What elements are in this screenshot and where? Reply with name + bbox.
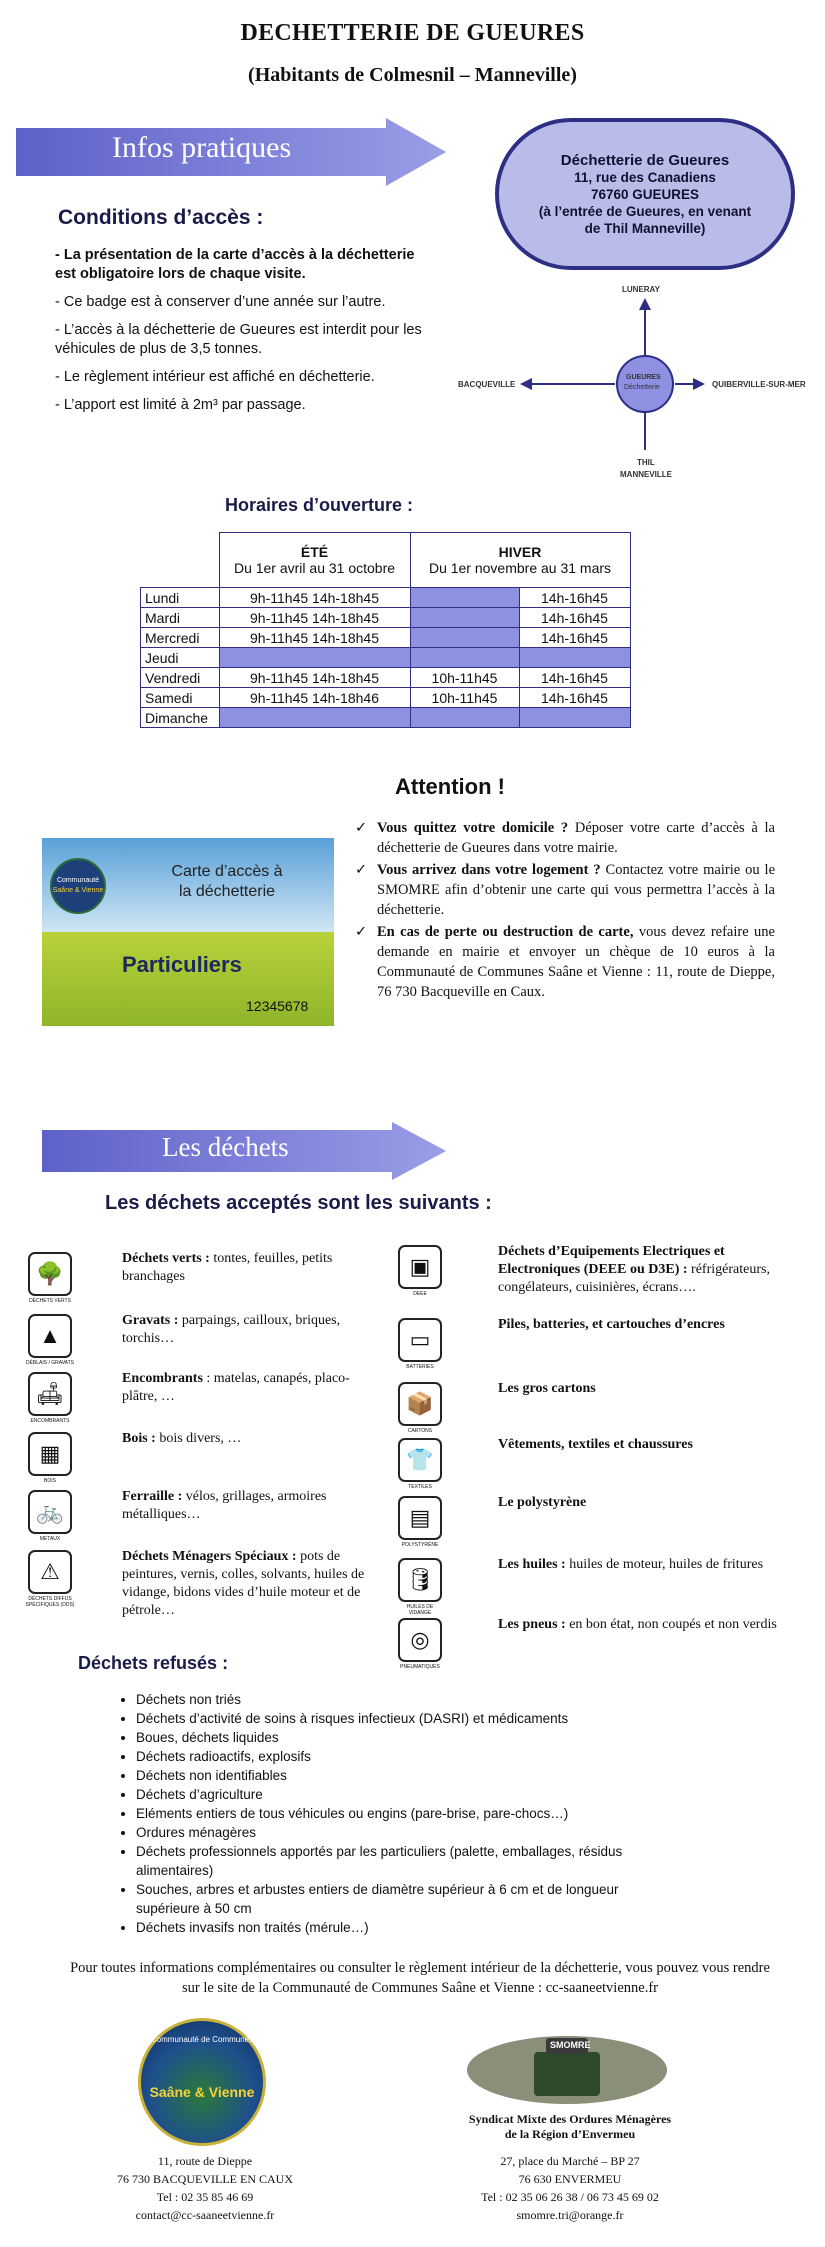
icon-caption: DÉBLAIS / GRAVATS bbox=[25, 1360, 75, 1366]
icon-caption: BOIS bbox=[44, 1478, 56, 1484]
waste-desc: pots de peintures, vernis, colles, solvants, huiles de vidange, bidons vides d’huile moteur et de pétrole… bbox=[122, 1549, 365, 1618]
smomre-email[interactable]: smomre.tri@orange.fr bbox=[516, 2208, 624, 2222]
waste-name: Vêtements, textiles et chaussures bbox=[498, 1437, 693, 1452]
waste-desc: vélos, grillages, armoires métalliques… bbox=[122, 1489, 327, 1522]
summer-cell: 9h-11h45 14h-18h45 bbox=[219, 668, 410, 688]
waste-desc: tontes, feuilles, petits branchages bbox=[122, 1251, 333, 1284]
winter-header bbox=[410, 533, 630, 588]
map-label-center: Déchetterie bbox=[624, 384, 660, 391]
address-line: (à l’entrée de Gueures, en venant bbox=[538, 204, 752, 219]
map-label-west: BACQUEVILLE bbox=[458, 380, 516, 389]
hours-table-wrap bbox=[140, 532, 631, 728]
refused-list bbox=[118, 1690, 678, 1937]
bicycle-icon: 🚲 bbox=[28, 1490, 72, 1534]
smomre-phone: Tel : 02 35 06 26 38 / 06 73 45 69 02 bbox=[481, 2190, 659, 2204]
hours-row bbox=[141, 668, 631, 688]
refused-item: • Déchets d’activité de soins à risques infectieux (DASRI) et médicaments bbox=[136, 1709, 678, 1728]
attention-text: vous devez refaire une demande en mairie et envoyer un chèque de 10 euros à la Communauté de Communes Saâne et Vienne : 11, route de Dieppe, 76 730 Bacqueville en Caux. bbox=[377, 924, 775, 1000]
check-icon: ✓ bbox=[355, 924, 368, 940]
hours-row bbox=[141, 648, 631, 668]
cc-logo bbox=[138, 2018, 266, 2146]
cc-address: 76 730 BACQUEVILLE EN CAUX bbox=[117, 2172, 293, 2186]
attention-list bbox=[355, 818, 775, 1004]
address-line: 11, rue des Canadiens bbox=[574, 170, 716, 185]
summer-cell: 9h-11h45 14h-18h45 bbox=[219, 608, 410, 628]
winter-range: Du 1er novembre au 31 mars bbox=[428, 560, 612, 576]
winter-am-cell bbox=[410, 588, 519, 608]
icon-caption: HUILES DE VIDANGE bbox=[406, 1604, 434, 1616]
winter-pm-cell: 14h-16h45 bbox=[519, 588, 630, 608]
waste-item bbox=[122, 1370, 377, 1406]
refused-item: • Déchets non triés bbox=[136, 1690, 678, 1709]
hours-table bbox=[140, 532, 631, 728]
refused-item: • Boues, déchets liquides bbox=[136, 1728, 678, 1747]
waste-name: Piles, batteries, et cartouches d’encres bbox=[498, 1317, 725, 1332]
cc-logo-text: Communauté de Communes bbox=[150, 2035, 254, 2044]
map-label-south: THIL bbox=[637, 458, 655, 467]
card-title bbox=[142, 862, 312, 902]
map-label-center: GUEURES bbox=[626, 374, 661, 381]
page-title: DECHETTERIE DE GUEURES bbox=[240, 20, 585, 46]
waste-item bbox=[498, 1556, 793, 1574]
card-number: 12345678 bbox=[246, 998, 309, 1014]
card-title-line: la déchetterie bbox=[178, 883, 276, 900]
card-category: Particuliers bbox=[122, 952, 242, 977]
card-logo-text: Communauté bbox=[56, 877, 100, 884]
hours-row bbox=[141, 628, 631, 648]
icon-caption: TEXTILES bbox=[408, 1484, 432, 1490]
cardboard-icon: 📦 bbox=[398, 1382, 442, 1426]
cc-email[interactable]: contact@cc-saaneetvienne.fr bbox=[135, 2208, 275, 2222]
summer-range: Du 1er avril au 31 octobre bbox=[233, 560, 396, 576]
condition-item: - L’accès à la déchetterie de Gueures est interdit pour les véhicules de plus de 3,5 tonnes. bbox=[55, 322, 422, 357]
winter-pm-cell: 14h-16h45 bbox=[519, 608, 630, 628]
cc-logo-text: Saâne & Vienne bbox=[149, 2084, 255, 2100]
refused-item: • Déchets invasifs non traités (mérule…) bbox=[136, 1918, 678, 1937]
battery-icon: ▭ bbox=[398, 1318, 442, 1362]
waste-name: Le polystyrène bbox=[498, 1495, 587, 1510]
oil-icon: 🛢 bbox=[398, 1558, 442, 1602]
winter-pm-cell: 14h-16h45 bbox=[519, 688, 630, 708]
day-cell: Dimanche bbox=[141, 708, 220, 728]
waste-item bbox=[122, 1250, 377, 1286]
condition-item: - Le règlement intérieur est affiché en déchetterie. bbox=[55, 369, 375, 385]
map-label-north: LUNERAY bbox=[622, 285, 660, 294]
hours-row bbox=[141, 708, 631, 728]
waste-item bbox=[498, 1243, 793, 1297]
hours-row bbox=[141, 608, 631, 628]
address-line: Déchetterie de Gueures bbox=[560, 152, 730, 169]
cc-contact bbox=[90, 2152, 320, 2224]
location-map bbox=[458, 280, 810, 490]
icon-caption: POLYSTYRÈNE bbox=[401, 1542, 439, 1548]
accepted-title: Les déchets acceptés sont les suivants : bbox=[105, 1192, 492, 1214]
summer-header bbox=[219, 533, 410, 588]
winter-pm-cell: 14h-16h45 bbox=[519, 628, 630, 648]
refused-ul bbox=[118, 1690, 678, 1937]
hours-row bbox=[141, 588, 631, 608]
waste-desc: huiles de moteur, huiles de fritures bbox=[565, 1557, 764, 1572]
conditions-title: Conditions d’accès : bbox=[58, 206, 264, 229]
hours-row bbox=[141, 688, 631, 708]
waste-name: Les pneus : bbox=[498, 1617, 566, 1632]
day-cell: Lundi bbox=[141, 588, 220, 608]
summer-label: ÉTÉ bbox=[300, 544, 329, 560]
dechets-banner-label: Les déchets bbox=[162, 1132, 289, 1162]
cc-address: 11, route de Dieppe bbox=[157, 2154, 253, 2168]
polystyrene-icon: ▤ bbox=[398, 1496, 442, 1540]
waste-item bbox=[498, 1436, 793, 1454]
appliance-icon: ▣ bbox=[398, 1245, 442, 1289]
dechets-banner bbox=[42, 1122, 446, 1180]
summer-cell: 9h-11h45 14h-18h46 bbox=[219, 688, 410, 708]
waste-item bbox=[498, 1316, 793, 1334]
attention-bold: En cas de perte ou destruction de carte, bbox=[377, 924, 634, 940]
hours-title: Horaires d’ouverture : bbox=[225, 495, 414, 515]
card-logo-text: Saâne & Vienne bbox=[52, 887, 104, 894]
waste-name: Bois : bbox=[122, 1431, 156, 1446]
waste-item bbox=[122, 1488, 377, 1524]
winter-am-cell: 10h-11h45 bbox=[410, 688, 519, 708]
check-icon: ✓ bbox=[355, 862, 368, 878]
waste-name: Encombrants bbox=[122, 1371, 203, 1386]
waste-item bbox=[122, 1430, 377, 1448]
condition-item: - Ce badge est à conserver d’une année sur l’autre. bbox=[55, 294, 386, 310]
smomre-logo bbox=[462, 2030, 672, 2110]
check-icon: ✓ bbox=[355, 820, 368, 836]
attention-item bbox=[355, 922, 775, 1002]
waste-name: Les gros cartons bbox=[498, 1381, 596, 1396]
smomre-name-line: Syndicat Mixte des Ordures Ménagères bbox=[468, 2112, 672, 2126]
summer-cell: 9h-11h45 14h-18h45 bbox=[219, 628, 410, 648]
attention-text: Contactez votre mairie ou le SMOMRE afin d’obtenir une carte qui vous permettra l’accès à la déchetterie. bbox=[377, 862, 775, 918]
icon-caption: PNEUMATIQUES bbox=[400, 1664, 440, 1670]
winter-pm-cell: 14h-16h45 bbox=[519, 668, 630, 688]
waste-desc: en bon état, non coupés et non verdis bbox=[565, 1617, 777, 1632]
smomre-logo-text: SMOMRE bbox=[550, 2040, 591, 2050]
smomre-name bbox=[440, 2112, 700, 2142]
waste-name: Déchets Ménagers Spéciaux : bbox=[122, 1549, 297, 1564]
refused-item: • Ordures ménagères bbox=[136, 1823, 678, 1842]
bulky-icon: 🛋 bbox=[28, 1372, 72, 1416]
day-cell: Jeudi bbox=[141, 648, 220, 668]
attention-text: Déposer votre carte d’accès à la déchetterie de Gueures dans votre mairie. bbox=[377, 820, 775, 856]
refused-item: • Souches, arbres et arbustes entiers de diamètre supérieur à 6 cm et de longueur supérieure à 50 cm bbox=[136, 1880, 678, 1918]
refused-item: • Déchets professionnels apportés par les particuliers (palette, emballages, résidus alimentaires) bbox=[136, 1842, 678, 1880]
icon-caption: DÉCHETS VERTS bbox=[29, 1298, 71, 1304]
winter-pm-cell bbox=[519, 648, 630, 668]
waste-item bbox=[498, 1380, 793, 1398]
address-line: de Thil Manneville) bbox=[584, 221, 706, 236]
address-oval bbox=[495, 118, 795, 270]
winter-am-cell bbox=[410, 608, 519, 628]
smomre-contact bbox=[440, 2152, 700, 2224]
waste-name: Déchets d’Equipements Electriques et Electroniques (DEEE ou D3E) : bbox=[498, 1244, 725, 1277]
waste-desc: : matelas, canapés, placo-plâtre, … bbox=[122, 1371, 350, 1404]
shirt-icon: 👕 bbox=[398, 1438, 442, 1482]
infos-banner bbox=[16, 118, 446, 186]
refused-title: Déchets refusés : bbox=[78, 1653, 229, 1673]
condition-item: - La présentation de la carte d’accès à la déchetterie est obligatoire lors de chaque visite. bbox=[55, 247, 415, 282]
rubble-icon: ▲ bbox=[28, 1314, 72, 1358]
attention-item bbox=[355, 860, 775, 920]
icon-caption: ENCOMBRANTS bbox=[30, 1418, 70, 1424]
refused-item: • Déchets radioactifs, explosifs bbox=[136, 1747, 678, 1766]
map-label-south: MANNEVILLE bbox=[620, 470, 672, 479]
waste-name: Les huiles : bbox=[498, 1557, 566, 1572]
attention-bold: Vous quittez votre domicile ? bbox=[377, 820, 569, 836]
icon-caption: DEEE bbox=[413, 1291, 427, 1297]
winter-label: HIVER bbox=[498, 544, 542, 560]
winter-am-cell bbox=[410, 628, 519, 648]
winter-am-cell bbox=[410, 648, 519, 668]
refused-item: • Déchets d’agriculture bbox=[136, 1785, 678, 1804]
waste-item bbox=[498, 1494, 793, 1512]
waste-desc: réfrigérateurs, congélateurs, cuisinières, écrans…. bbox=[498, 1262, 770, 1295]
tree-icon: 🌳 bbox=[28, 1252, 72, 1296]
attention-item bbox=[355, 818, 775, 858]
waste-item bbox=[122, 1548, 377, 1620]
conditions-list bbox=[55, 246, 425, 424]
card-title-line: Carte d’accès à bbox=[171, 863, 283, 880]
day-cell: Mercredi bbox=[141, 628, 220, 648]
condition-item: - L’apport est limité à 2m³ par passage. bbox=[55, 397, 306, 413]
day-cell: Samedi bbox=[141, 688, 220, 708]
card-logo bbox=[50, 858, 106, 914]
refused-item: • Déchets non identifiables bbox=[136, 1766, 678, 1785]
access-card bbox=[42, 838, 334, 1026]
icon-caption: DÉCHETS DIFFUS SPÉCIFIQUES (DDS) bbox=[25, 1596, 75, 1608]
waste-name: Gravats : bbox=[122, 1313, 179, 1328]
icon-caption: CARTONS bbox=[407, 1428, 433, 1434]
waste-item bbox=[498, 1616, 793, 1634]
waste-desc: parpaings, cailloux, briques, torchis… bbox=[122, 1313, 341, 1346]
summer-cell bbox=[219, 648, 410, 668]
waste-item bbox=[122, 1312, 377, 1348]
wood-icon: ▦ bbox=[28, 1432, 72, 1476]
tire-icon: ◎ bbox=[398, 1618, 442, 1662]
summer-cell: 9h-11h45 14h-18h45 bbox=[219, 588, 410, 608]
day-cell: Vendredi bbox=[141, 668, 220, 688]
infos-banner-label: Infos pratiques bbox=[112, 131, 292, 164]
page-subtitle: (Habitants de Colmesnil – Manneville) bbox=[248, 64, 577, 86]
winter-am-cell: 10h-11h45 bbox=[410, 668, 519, 688]
hazardous-icon: ⚠ bbox=[28, 1550, 72, 1594]
smomre-address: 76 630 ENVERMEU bbox=[518, 2172, 622, 2186]
cc-phone: Tel : 02 35 85 46 69 bbox=[156, 2190, 254, 2204]
icon-caption: BATTERIES bbox=[406, 1364, 434, 1370]
smomre-address: 27, place du Marché – BP 27 bbox=[500, 2154, 640, 2168]
waste-desc: bois divers, … bbox=[155, 1431, 242, 1446]
day-cell: Mardi bbox=[141, 608, 220, 628]
summer-cell bbox=[219, 708, 410, 728]
address-line: 76760 GUEURES bbox=[590, 187, 700, 202]
winter-pm-cell bbox=[519, 708, 630, 728]
waste-name: Ferraille : bbox=[122, 1489, 183, 1504]
refused-item: • Eléments entiers de tous véhicules ou engins (pare-brise, pare-chocs…) bbox=[136, 1804, 678, 1823]
icon-caption: MÉTAUX bbox=[39, 1536, 61, 1542]
waste-name: Déchets verts : bbox=[122, 1251, 210, 1266]
winter-am-cell bbox=[410, 708, 519, 728]
attention-bold: Vous arrivez dans votre logement ? bbox=[377, 862, 601, 878]
smomre-name-line: de la Région d’Envermeu bbox=[504, 2127, 636, 2141]
map-label-east: QUIBERVILLE-SUR-MER bbox=[712, 380, 806, 389]
footer-info: Pour toutes informations complémentaires ou consulter le règlement intérieur de la déchetterie, vous pouvez vous rendre sur le site de la Communauté de Communes Saâne et Vienne : cc-saaneetvienne.fr bbox=[70, 1960, 770, 1996]
attention-title: Attention ! bbox=[395, 774, 505, 799]
